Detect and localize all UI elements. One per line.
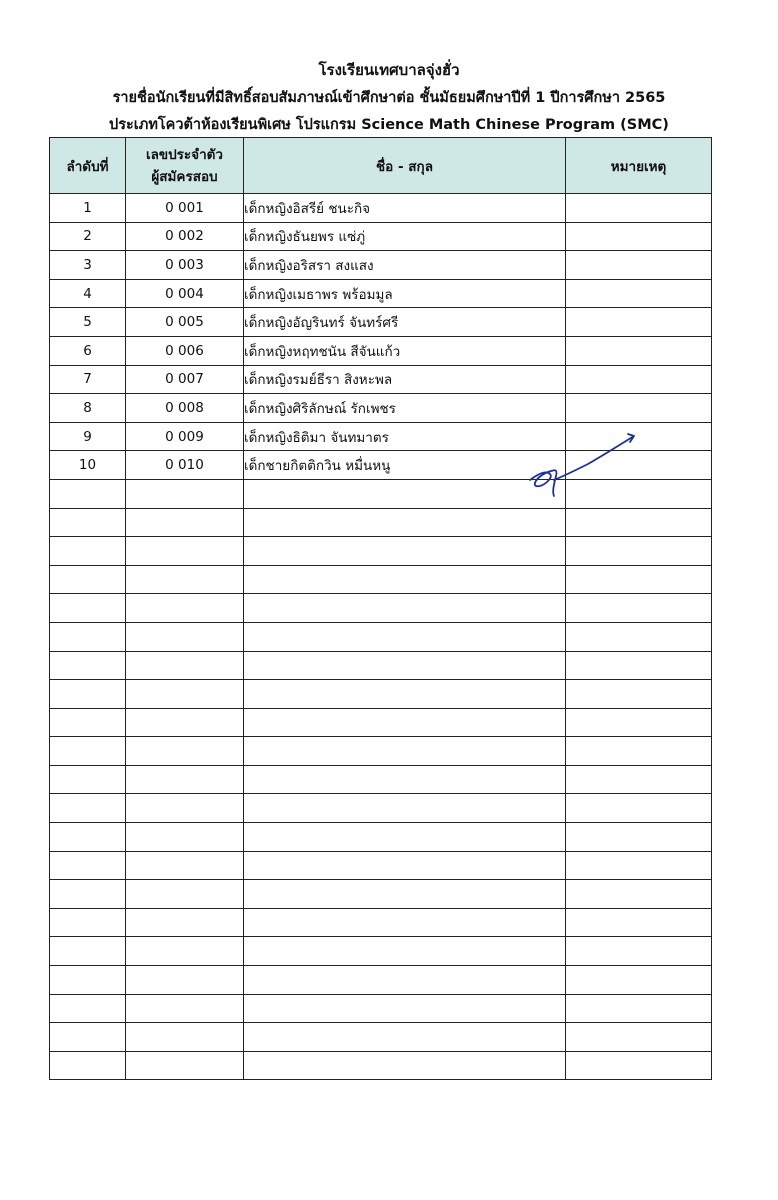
order-cell xyxy=(50,737,126,766)
order-cell: 2 xyxy=(50,222,126,251)
table-row xyxy=(50,851,712,880)
application-number-cell xyxy=(126,765,244,794)
name-cell: เด็กหญิงอริสรา สงแสง xyxy=(244,251,566,280)
table-row xyxy=(50,222,712,251)
application-number-cell xyxy=(126,508,244,537)
signature-stroke xyxy=(530,434,634,496)
remark-cell xyxy=(566,1051,712,1080)
name-cell xyxy=(244,1023,566,1052)
name-cell xyxy=(244,966,566,995)
table-row xyxy=(50,680,712,709)
application-number-cell xyxy=(126,937,244,966)
name-cell xyxy=(244,880,566,909)
table-row xyxy=(50,737,712,766)
application-number-cell: 0 004 xyxy=(126,279,244,308)
name-cell xyxy=(244,765,566,794)
remark-cell xyxy=(566,222,712,251)
table-header xyxy=(50,138,712,194)
order-cell xyxy=(50,708,126,737)
remark-cell xyxy=(566,622,712,651)
application-number-header-line1: เลขประจำตัว xyxy=(145,146,224,163)
order-cell xyxy=(50,937,126,966)
order-cell xyxy=(50,537,126,566)
remark-cell xyxy=(566,365,712,394)
order-column-header: ลำดับที่ xyxy=(50,138,126,194)
name-cell: เด็กชายกิตติกวิน หมื่นหนู xyxy=(244,451,566,480)
order-cell xyxy=(50,794,126,823)
remark-cell xyxy=(566,394,712,423)
name-cell xyxy=(244,908,566,937)
name-cell xyxy=(244,708,566,737)
table-row xyxy=(50,194,712,223)
order-cell: 7 xyxy=(50,365,126,394)
application-number-cell xyxy=(126,708,244,737)
order-cell xyxy=(50,966,126,995)
table-row xyxy=(50,537,712,566)
name-cell xyxy=(244,994,566,1023)
table-row xyxy=(50,880,712,909)
remark-cell xyxy=(566,680,712,709)
application-number-cell xyxy=(126,794,244,823)
name-cell xyxy=(244,508,566,537)
table-row xyxy=(50,279,712,308)
table-row xyxy=(50,937,712,966)
order-cell xyxy=(50,1051,126,1080)
name-cell xyxy=(244,823,566,852)
remark-cell xyxy=(566,308,712,337)
order-cell xyxy=(50,680,126,709)
remark-cell xyxy=(566,336,712,365)
order-cell xyxy=(50,765,126,794)
application-number-cell: 0 002 xyxy=(126,222,244,251)
table-body xyxy=(50,194,712,1080)
table-row xyxy=(50,394,712,423)
application-number-cell: 0 007 xyxy=(126,365,244,394)
remark-cell xyxy=(566,880,712,909)
name-cell xyxy=(244,1051,566,1080)
name-cell xyxy=(244,651,566,680)
application-number-cell: 0 001 xyxy=(126,194,244,223)
name-cell: เด็กหญิงอิสรีย์ ชนะกิจ xyxy=(244,194,566,223)
application-number-cell: 0 003 xyxy=(126,251,244,280)
document-subtitle: รายชื่อนักเรียนที่มีสิทธิ์สอบสัมภาษณ์เข้าศึกษาต่อ ชั้นมัธยมศึกษาปีที่ 1 ปีการศึกษา 2565 xyxy=(112,90,666,106)
table-row xyxy=(50,508,712,537)
application-number-cell: 0 005 xyxy=(126,308,244,337)
name-cell xyxy=(244,537,566,566)
remark-cell xyxy=(566,737,712,766)
order-cell xyxy=(50,880,126,909)
name-cell: เด็กหญิงศิริลักษณ์ รักเพชร xyxy=(244,394,566,423)
remark-cell xyxy=(566,565,712,594)
remark-cell xyxy=(566,279,712,308)
remark-cell xyxy=(566,966,712,995)
remark-cell xyxy=(566,1023,712,1052)
name-cell xyxy=(244,937,566,966)
order-cell: 4 xyxy=(50,279,126,308)
application-number-cell: 0 006 xyxy=(126,336,244,365)
application-number-column-header xyxy=(126,138,244,194)
program-title: ประเภทโควต้าห้องเรียนพิเศษ โปรแกรม Science Math Chinese Program (SMC) xyxy=(109,117,669,133)
table-row xyxy=(50,565,712,594)
table-row xyxy=(50,994,712,1023)
application-number-cell xyxy=(126,880,244,909)
name-column-header: ชื่อ - สกุล xyxy=(244,138,566,194)
remark-column-header: หมายเหตุ xyxy=(566,138,712,194)
application-number-cell: 0 009 xyxy=(126,422,244,451)
application-number-cell xyxy=(126,479,244,508)
name-cell: เด็กหญิงธิติมา จันทมาตร xyxy=(244,422,566,451)
remark-cell xyxy=(566,251,712,280)
application-number-cell: 0 010 xyxy=(126,451,244,480)
order-cell xyxy=(50,622,126,651)
application-number-cell xyxy=(126,823,244,852)
name-cell: เด็กหญิงอัญรินทร์ จันทร์ศรี xyxy=(244,308,566,337)
application-number-cell xyxy=(126,537,244,566)
name-cell: เด็กหญิงธันยพร แซ่ภู่ xyxy=(244,222,566,251)
order-cell: 6 xyxy=(50,336,126,365)
remark-cell xyxy=(566,908,712,937)
remark-cell xyxy=(566,823,712,852)
remark-cell xyxy=(566,794,712,823)
candidate-table xyxy=(49,137,712,1080)
remark-cell xyxy=(566,937,712,966)
remark-cell xyxy=(566,194,712,223)
order-cell xyxy=(50,1023,126,1052)
table-row xyxy=(50,365,712,394)
name-cell xyxy=(244,565,566,594)
remark-cell xyxy=(566,651,712,680)
application-number-cell xyxy=(126,908,244,937)
table-row xyxy=(50,908,712,937)
remark-cell xyxy=(566,765,712,794)
name-cell: เด็กหญิงรมย์ธีรา สิงหะพล xyxy=(244,365,566,394)
remark-cell xyxy=(566,594,712,623)
handwritten-signature xyxy=(524,430,644,500)
application-number-cell xyxy=(126,1051,244,1080)
table-row xyxy=(50,251,712,280)
table-row xyxy=(50,823,712,852)
order-cell: 5 xyxy=(50,308,126,337)
order-cell xyxy=(50,651,126,680)
table-row xyxy=(50,765,712,794)
application-number-cell xyxy=(126,565,244,594)
order-cell xyxy=(50,565,126,594)
name-cell xyxy=(244,479,566,508)
application-number-cell xyxy=(126,651,244,680)
order-cell: 3 xyxy=(50,251,126,280)
application-number-cell xyxy=(126,622,244,651)
name-cell: เด็กหญิงหฤทชนัน สีจันแก้ว xyxy=(244,336,566,365)
name-cell xyxy=(244,594,566,623)
order-cell xyxy=(50,479,126,508)
name-cell xyxy=(244,680,566,709)
remark-cell xyxy=(566,708,712,737)
header-row xyxy=(50,138,712,194)
table-row xyxy=(50,336,712,365)
order-cell xyxy=(50,823,126,852)
remark-cell xyxy=(566,851,712,880)
name-cell xyxy=(244,622,566,651)
remark-cell xyxy=(566,508,712,537)
name-cell xyxy=(244,851,566,880)
table-row xyxy=(50,308,712,337)
table-row xyxy=(50,966,712,995)
name-cell xyxy=(244,794,566,823)
order-cell: 8 xyxy=(50,394,126,423)
application-number-cell xyxy=(126,994,244,1023)
table-row xyxy=(50,622,712,651)
order-cell: 1 xyxy=(50,194,126,223)
order-cell: 10 xyxy=(50,451,126,480)
table-row xyxy=(50,794,712,823)
table-row xyxy=(50,1051,712,1080)
application-number-header-line2: ผู้สมัครสอบ xyxy=(151,168,218,185)
remark-cell xyxy=(566,537,712,566)
name-cell xyxy=(244,737,566,766)
table-row xyxy=(50,594,712,623)
application-number-cell xyxy=(126,594,244,623)
table-row xyxy=(50,708,712,737)
order-cell xyxy=(50,508,126,537)
application-number-cell xyxy=(126,680,244,709)
application-number-cell xyxy=(126,966,244,995)
order-cell xyxy=(50,994,126,1023)
name-cell: เด็กหญิงเมธาพร พร้อมมูล xyxy=(244,279,566,308)
application-number-cell xyxy=(126,851,244,880)
school-name: โรงเรียนเทศบาลจุ่งฮั่ว xyxy=(318,61,460,79)
order-cell xyxy=(50,851,126,880)
order-cell: 9 xyxy=(50,422,126,451)
application-number-cell xyxy=(126,737,244,766)
remark-cell xyxy=(566,994,712,1023)
table-row xyxy=(50,651,712,680)
application-number-cell xyxy=(126,1023,244,1052)
table-row xyxy=(50,1023,712,1052)
order-cell xyxy=(50,908,126,937)
order-cell xyxy=(50,594,126,623)
application-number-cell: 0 008 xyxy=(126,394,244,423)
